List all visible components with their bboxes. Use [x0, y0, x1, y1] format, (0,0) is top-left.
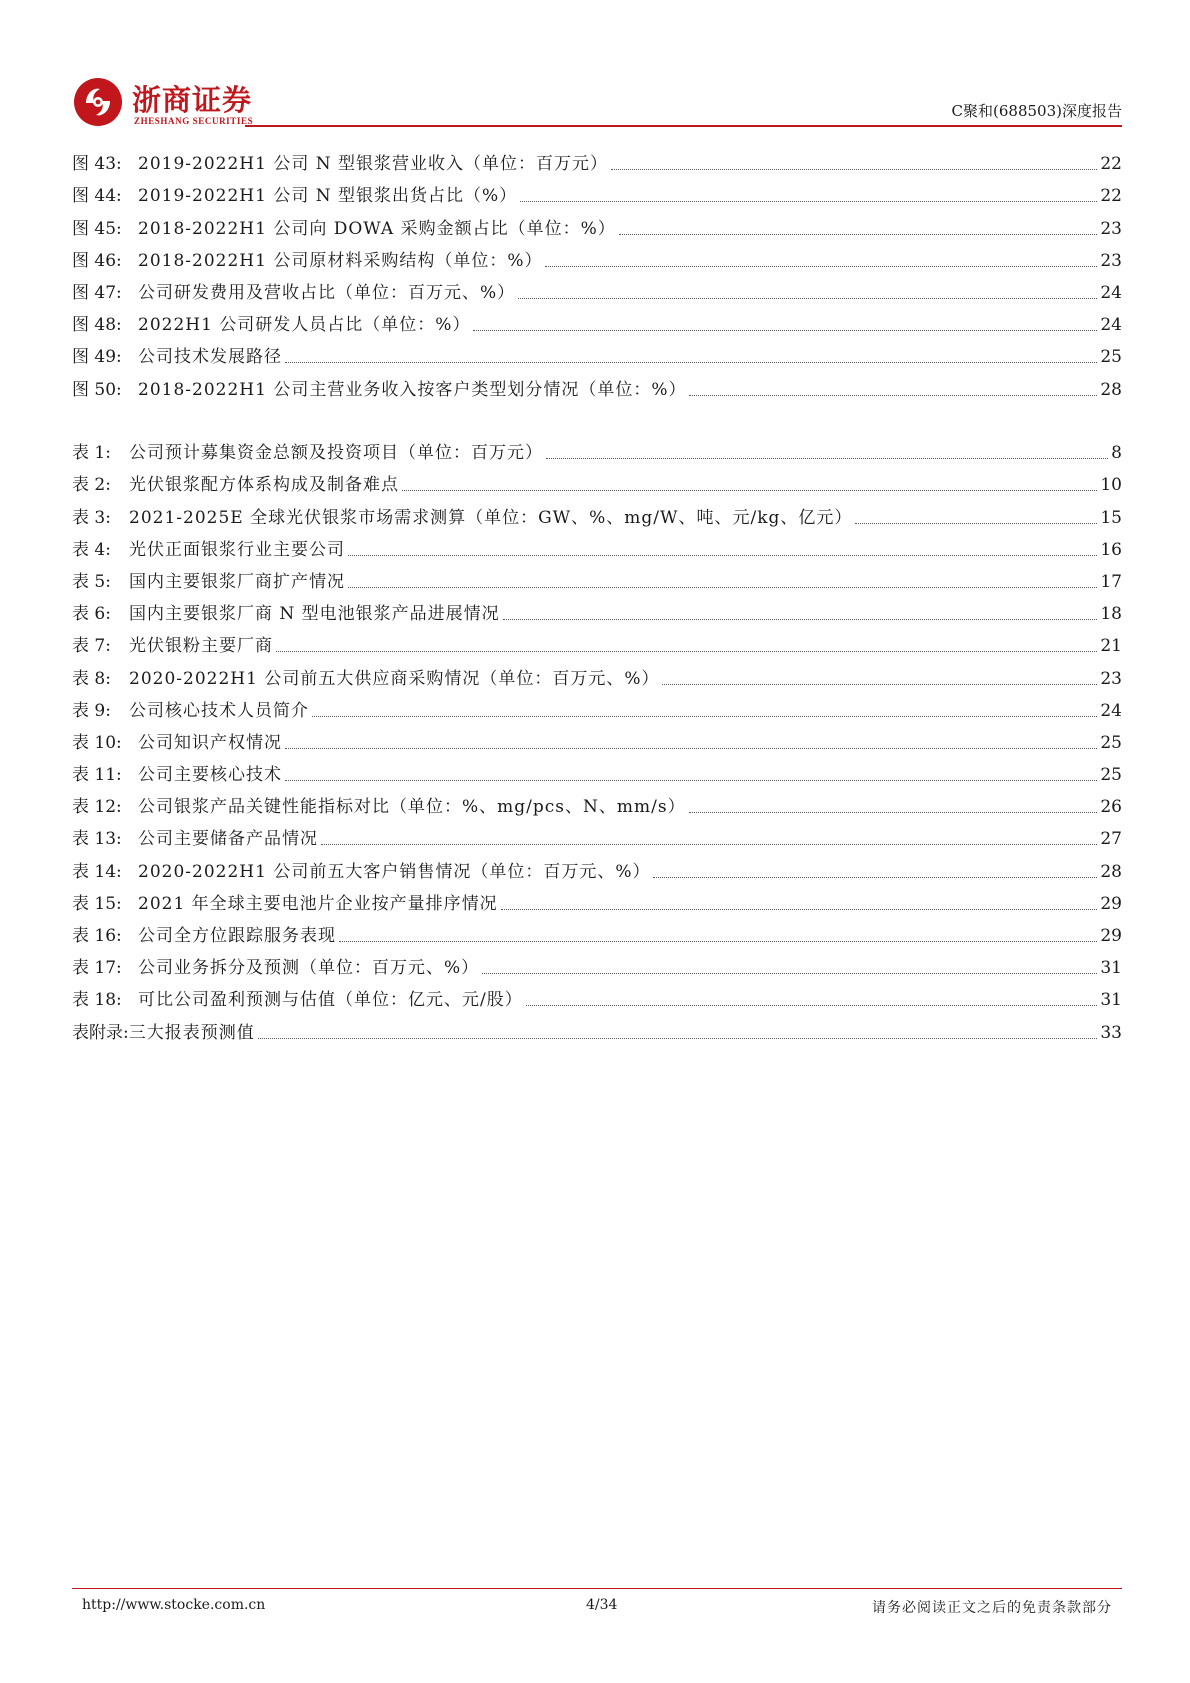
zheshang-logo-icon: [72, 76, 124, 128]
toc-entry-number: 表 2:: [72, 475, 111, 496]
toc-leader-dots: [285, 361, 1097, 363]
toc-entry-page: 21: [1100, 636, 1122, 657]
toc-leader-dots: [402, 489, 1097, 491]
toc-leader-dots: [611, 168, 1097, 170]
toc-leader-dots: [520, 200, 1097, 202]
toc-entry[interactable]: [72, 496, 1122, 528]
toc-entry-title: 光伏银粉主要厂商: [129, 636, 273, 657]
toc-entry-title: 2018-2022H1 公司主营业务收入按客户类型划分情况（单位：%）: [138, 379, 687, 400]
toc-entry-number: 表 3:: [72, 507, 111, 528]
toc-leader-dots: [473, 329, 1097, 331]
toc-entry-page: 29: [1100, 893, 1122, 914]
footer-page-indicator: 4/34: [586, 1597, 618, 1613]
toc-leader-dots: [619, 233, 1098, 235]
toc-entry-title: 公司全方位跟踪服务表现: [138, 926, 336, 946]
toc-entry[interactable]: [72, 432, 1122, 464]
toc-entry[interactable]: [72, 593, 1122, 625]
toc-entry[interactable]: [72, 979, 1122, 1011]
toc-entry-title: 公司知识产权情况: [138, 732, 282, 753]
toc-entry-page: 24: [1100, 282, 1122, 303]
toc-entry-page: 25: [1100, 765, 1122, 786]
toc-entry-number: 图 43:: [72, 154, 122, 175]
toc-entry[interactable]: [72, 690, 1122, 722]
toc-entry-number: 表 4:: [72, 539, 111, 560]
toc-entry[interactable]: [72, 304, 1122, 336]
toc-entry[interactable]: [72, 786, 1122, 818]
toc-entry-number: 表 11:: [72, 765, 122, 786]
toc-entry[interactable]: [72, 561, 1122, 593]
toc-entry-number: 表 8:: [72, 668, 111, 689]
toc-entry-title: 2019-2022H1 公司 N 型银浆出货占比（%）: [138, 186, 518, 207]
toc-leader-dots: [348, 554, 1097, 556]
toc-leader-dots: [285, 747, 1097, 749]
toc-leader-dots: [321, 843, 1097, 845]
toc-leader-dots: [276, 650, 1097, 652]
toc-entry[interactable]: [72, 883, 1122, 915]
toc-entry-page: 25: [1100, 347, 1122, 368]
toc-entry-title: 公司主要核心技术: [138, 765, 282, 786]
toc-leader-dots: [348, 586, 1097, 588]
toc-entry[interactable]: [72, 947, 1122, 979]
toc-entry-number: 表 13:: [72, 829, 122, 850]
toc-leader-dots: [855, 522, 1097, 524]
toc-entry-page: 27: [1100, 829, 1122, 850]
toc-entry-number: 表 10:: [72, 732, 122, 753]
toc-leader-dots: [662, 683, 1097, 685]
toc-entry-number: 表 16:: [72, 926, 122, 946]
toc-entry-number: 表 1:: [72, 443, 111, 464]
toc-entry[interactable]: [72, 240, 1122, 272]
toc-entry[interactable]: [72, 272, 1122, 304]
toc-entry-number: 图 45:: [72, 218, 122, 239]
toc-entry-number: 表 14:: [72, 861, 122, 882]
toc-entry-page: 22: [1100, 154, 1122, 175]
toc-entry-title: 可比公司盈利预测与估值（单位：亿元、元/股）: [138, 990, 523, 1011]
toc-leader-dots: [689, 394, 1097, 396]
toc-entry-title: 公司预计募集资金总额及投资项目（单位：百万元）: [129, 443, 543, 464]
toc-leader-dots: [501, 908, 1098, 910]
toc-entry-page: 24: [1100, 315, 1122, 336]
toc-entry-number: 表 9:: [72, 700, 111, 721]
toc-entry-title: 2018-2022H1 公司原材料采购结构（单位：%）: [138, 250, 543, 271]
toc-entry-title: 国内主要银浆厂商扩产情况: [129, 571, 345, 592]
page-header: [72, 70, 1122, 130]
toc-entry-title: 2019-2022H1 公司 N 型银浆营业收入（单位：百万元）: [138, 154, 608, 175]
toc-entry-page: 33: [1100, 1022, 1122, 1043]
toc-entry-number: 表附录:: [72, 1022, 129, 1043]
toc-entry[interactable]: [72, 207, 1122, 239]
toc-entry[interactable]: [72, 625, 1122, 657]
toc-entry-page: 15: [1100, 507, 1122, 528]
toc-entry-page: 29: [1100, 926, 1122, 946]
toc-entry-title: 2020-2022H1 公司前五大客户销售情况（单位：百万元、%）: [138, 861, 651, 882]
toc-entry[interactable]: [72, 1011, 1122, 1043]
toc-leader-dots: [653, 876, 1097, 878]
toc-entry-page: 10: [1100, 475, 1122, 496]
toc-entry[interactable]: [72, 850, 1122, 882]
footer-divider: [72, 1588, 1122, 1589]
toc-entry-page: 28: [1100, 379, 1122, 400]
toc-entry[interactable]: [72, 368, 1122, 400]
toc-entry-title: 公司业务拆分及预测（单位：百万元、%）: [138, 958, 480, 979]
toc-entry-title: 光伏正面银浆行业主要公司: [129, 539, 345, 560]
toc-entry-number: 表 17:: [72, 958, 122, 979]
toc-entry-number: 表 12:: [72, 797, 122, 818]
toc-entry-page: 17: [1100, 571, 1122, 592]
toc-entry-page: 23: [1100, 668, 1122, 689]
toc-entry-number: 表 18:: [72, 990, 122, 1011]
toc-entry-number: 图 48:: [72, 315, 122, 336]
footer-disclaimer: 请务必阅读正文之后的免责条款部分: [872, 1600, 1112, 1616]
toc-entry-page: 26: [1100, 797, 1122, 818]
toc-entry-page: 24: [1100, 700, 1122, 721]
toc-entry-page: 18: [1100, 604, 1122, 625]
toc-entry-page: 16: [1100, 539, 1122, 560]
toc-entry-number: 图 44:: [72, 186, 122, 207]
toc-entry-page: 28: [1100, 861, 1122, 882]
toc-entry-number: 图 49:: [72, 347, 122, 368]
toc-entry-title: 2022H1 公司研发人员占比（单位：%）: [138, 315, 471, 336]
toc-entry[interactable]: [72, 529, 1122, 561]
toc-leader-dots: [689, 811, 1098, 813]
toc-entry-page: 25: [1100, 732, 1122, 753]
table-list: [72, 432, 1122, 1044]
toc-entry-title: 2021 年全球主要电池片企业按产量排序情况: [138, 893, 498, 914]
toc-entry[interactable]: [72, 754, 1122, 786]
toc-leader-dots: [258, 1037, 1098, 1039]
toc-entry-title: 2021-2025E 全球光伏银浆市场需求测算（单位：GW、%、mg/W、吨、元/kg、亿元）: [129, 507, 853, 528]
toc-entry-number: 表 15:: [72, 893, 122, 914]
toc-leader-dots: [545, 265, 1097, 267]
toc-entry-title: 公司核心技术人员简介: [129, 700, 309, 721]
toc-entry-title: 2018-2022H1 公司向 DOWA 采购金额占比（单位：%）: [138, 218, 616, 239]
toc-leader-dots: [518, 297, 1097, 299]
toc-entry-number: 表 5:: [72, 571, 111, 592]
toc-entry[interactable]: [72, 657, 1122, 689]
brand-name-english: ZHESHANG SECURITIES: [134, 116, 254, 126]
toc-leader-dots: [546, 457, 1108, 459]
toc-leader-dots: [285, 779, 1097, 781]
brand-name: 浙商证券: [132, 83, 253, 117]
toc-entry[interactable]: [72, 818, 1122, 850]
footer-url-link[interactable]: http://www.stocke.com.cn: [82, 1597, 266, 1613]
toc-entry-number: 图 46:: [72, 250, 122, 271]
toc-leader-dots: [482, 972, 1097, 974]
report-tag: C聚和(688503)深度报告: [951, 102, 1122, 120]
toc-leader-dots: [503, 618, 1098, 620]
toc-entry[interactable]: [72, 143, 1122, 175]
toc-entry[interactable]: [72, 722, 1122, 754]
toc-entry-page: 23: [1100, 218, 1122, 239]
toc-entry-number: 表 6:: [72, 604, 111, 625]
toc-entry-title: 三大报表预测值: [128, 1022, 255, 1043]
toc-entry-page: 31: [1100, 990, 1122, 1011]
figure-list: [72, 143, 1122, 401]
toc-entry-number: 表 7:: [72, 636, 111, 657]
toc-leader-dots: [312, 715, 1097, 717]
toc-entry[interactable]: [72, 175, 1122, 207]
toc-entry-page: 23: [1100, 250, 1122, 271]
toc-entry-title: 公司银浆产品关键性能指标对比（单位：%、mg/pcs、N、mm/s）: [138, 797, 686, 818]
toc-entry[interactable]: [72, 336, 1122, 368]
toc-entry-title: 2020-2022H1 公司前五大供应商采购情况（单位：百万元、%）: [129, 668, 660, 689]
toc-entry-number: 图 50:: [72, 379, 122, 400]
toc-entry-page: 22: [1100, 186, 1122, 207]
toc-entry-title: 公司主要储备产品情况: [138, 829, 318, 850]
toc-leader-dots: [526, 1004, 1098, 1006]
toc-entry[interactable]: [72, 915, 1122, 947]
toc-entry-page: 8: [1111, 443, 1122, 464]
header-divider: [245, 125, 1122, 127]
toc-leader-dots: [339, 940, 1097, 942]
toc-entry-title: 国内主要银浆厂商 N 型电池银浆产品进展情况: [129, 604, 500, 625]
toc-entry-title: 光伏银浆配方体系构成及制备难点: [129, 475, 399, 496]
toc-entry-number: 图 47:: [72, 282, 122, 303]
toc-entry[interactable]: [72, 464, 1122, 496]
toc-entry-title: 公司技术发展路径: [138, 347, 282, 368]
toc-entry-page: 31: [1100, 958, 1122, 979]
toc-entry-title: 公司研发费用及营收占比（单位：百万元、%）: [138, 282, 516, 303]
